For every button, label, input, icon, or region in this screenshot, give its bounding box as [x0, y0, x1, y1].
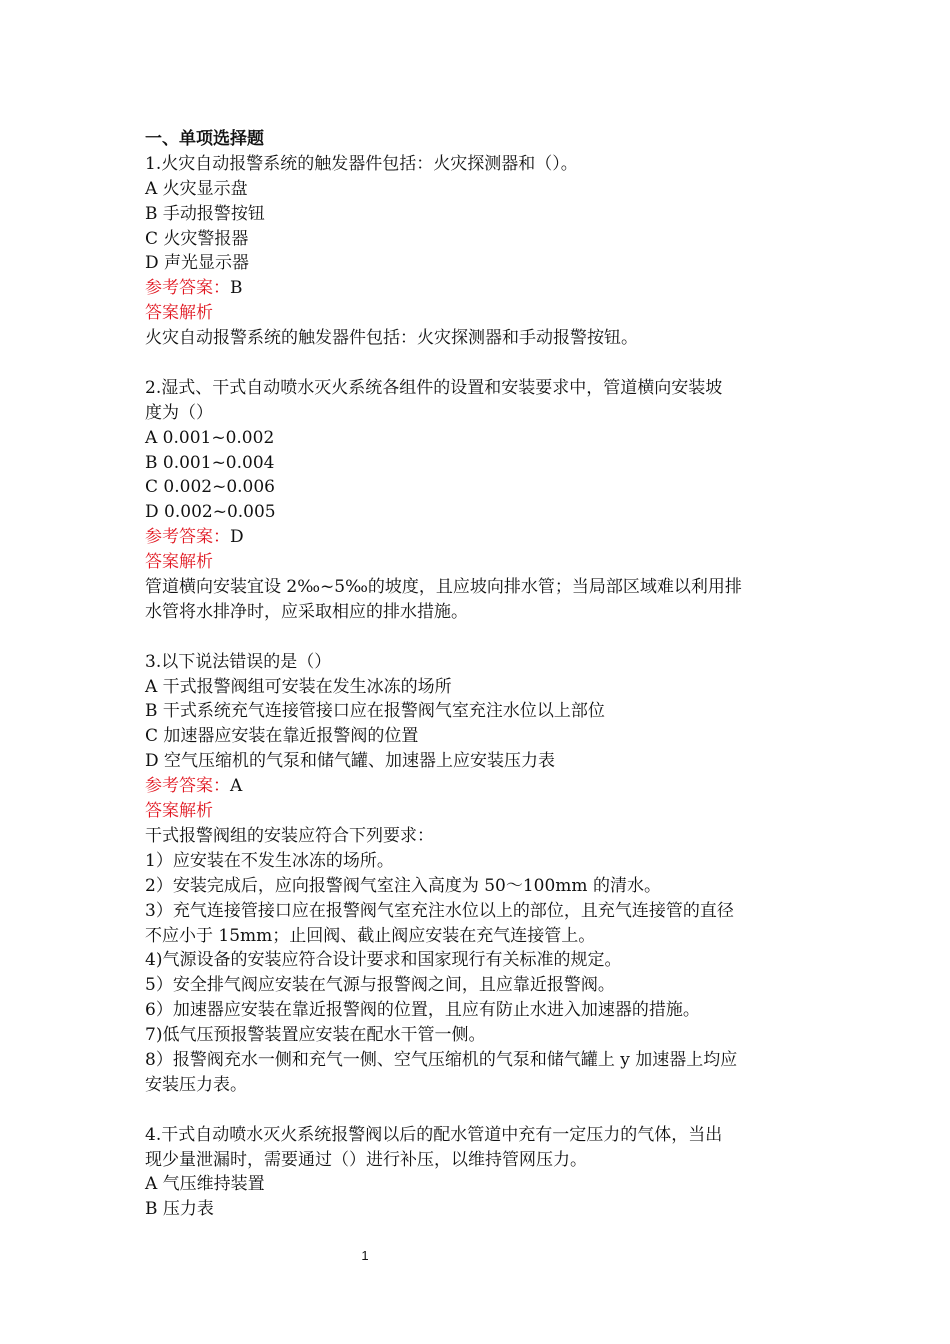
answer-label: 参考答案： — [145, 527, 230, 548]
answer-label: 参考答案： — [145, 278, 230, 299]
answer-value: D — [230, 527, 244, 548]
answer-line — [145, 774, 815, 799]
question-4 — [145, 1123, 815, 1223]
option-c: C 加速器应安装在靠近报警阀的位置 — [145, 726, 419, 747]
question-stem-cont: 度为（） — [145, 402, 213, 423]
option-c: C 火灾警报器 — [145, 228, 249, 249]
document-page — [145, 127, 815, 1222]
analysis-text: 不应小于 15mm；止回阀、截止阀应安装在充气连接管上。 — [145, 925, 596, 946]
option-b: B 压力表 — [145, 1199, 214, 1220]
analysis-text: 火灾自动报警系统的触发器件包括：火灾探测器和手动报警按钮。 — [145, 328, 638, 349]
option-c: C 0.002~0.006 — [145, 477, 275, 498]
analysis-text: 水管将水排净时，应采取相应的排水措施。 — [145, 601, 468, 622]
option-a: A 气压维持装置 — [145, 1174, 265, 1195]
question-stem: 2.湿式、干式自动喷水灭火系统各组件的设置和安装要求中，管道横向安装坡 — [145, 377, 723, 398]
spacer — [145, 1098, 815, 1123]
analysis-text: 7)低气压预报警装置应安装在配水干管一侧。 — [145, 1025, 486, 1046]
analysis-text: 6）加速器应安装在靠近报警阀的位置，且应有防止水进入加速器的措施。 — [145, 1000, 700, 1021]
option-d: D 声光显示器 — [145, 253, 250, 274]
analysis-text: 安装压力表。 — [145, 1074, 247, 1095]
spacer — [145, 625, 815, 650]
analysis-label: 答案解析 — [145, 552, 213, 573]
analysis-label: 答案解析 — [145, 303, 213, 324]
option-a: A 火灾显示盘 — [145, 178, 248, 199]
answer-value: A — [230, 776, 243, 797]
option-a: A 0.001~0.002 — [145, 427, 275, 448]
option-b: B 0.001~0.004 — [145, 452, 275, 473]
section-title: 一、单项选择题 — [145, 129, 264, 149]
option-d: D 空气压缩机的气泵和储气罐、加速器上应安装压力表 — [145, 751, 556, 772]
analysis-text: 4)气源设备的安装应符合设计要求和国家现行有关标准的规定。 — [145, 950, 622, 971]
answer-line — [145, 525, 815, 550]
analysis-text: 干式报警阀组的安装应符合下列要求： — [145, 825, 434, 846]
option-b: B 手动报警按钮 — [145, 203, 265, 224]
question-stem-cont: 现少量泄漏时，需要通过（）进行补压，以维持管网压力。 — [145, 1149, 587, 1170]
analysis-label: 答案解析 — [145, 801, 213, 822]
answer-line — [145, 276, 815, 301]
spacer — [145, 351, 815, 376]
analysis-text: 8）报警阀充水一侧和充气一侧、空气压缩机的气泵和储气罐上 y 加速器上均应 — [145, 1049, 738, 1070]
analysis-text: 1）应安装在不发生冰冻的场所。 — [145, 850, 394, 871]
option-a: A 干式报警阀组可安装在发生冰冻的场所 — [145, 676, 452, 697]
question-stem: 4.干式自动喷水灭火系统报警阀以后的配水管道中充有一定压力的气体，当出 — [145, 1124, 723, 1145]
analysis-text: 3）充气连接管接口应在报警阀气室充注水位以上的部位，且充气连接管的直径 — [145, 900, 734, 921]
question-1 — [145, 152, 815, 351]
option-b: B 干式系统充气连接管接口应在报警阀气室充注水位以上部位 — [145, 701, 605, 722]
analysis-text: 管道横向安装宜设 2‰~5‰的坡度，且应坡向排水管；当局部区域难以利用排 — [145, 577, 742, 598]
option-d: D 0.002~0.005 — [145, 502, 276, 523]
question-stem: 1.火灾自动报警系统的触发器件包括：火灾探测器和（）。 — [145, 153, 578, 174]
page-number: 1 — [361, 1248, 369, 1263]
analysis-text: 5）安全排气阀应安装在气源与报警阀之间，且应靠近报警阀。 — [145, 975, 615, 996]
answer-label: 参考答案： — [145, 776, 230, 797]
question-stem: 3.以下说法错误的是（） — [145, 651, 332, 672]
answer-value: B — [230, 278, 243, 299]
question-3 — [145, 650, 815, 1098]
question-2 — [145, 376, 815, 625]
analysis-text: 2）安装完成后，应向报警阀气室注入高度为 50～100mm 的清水。 — [145, 875, 661, 896]
